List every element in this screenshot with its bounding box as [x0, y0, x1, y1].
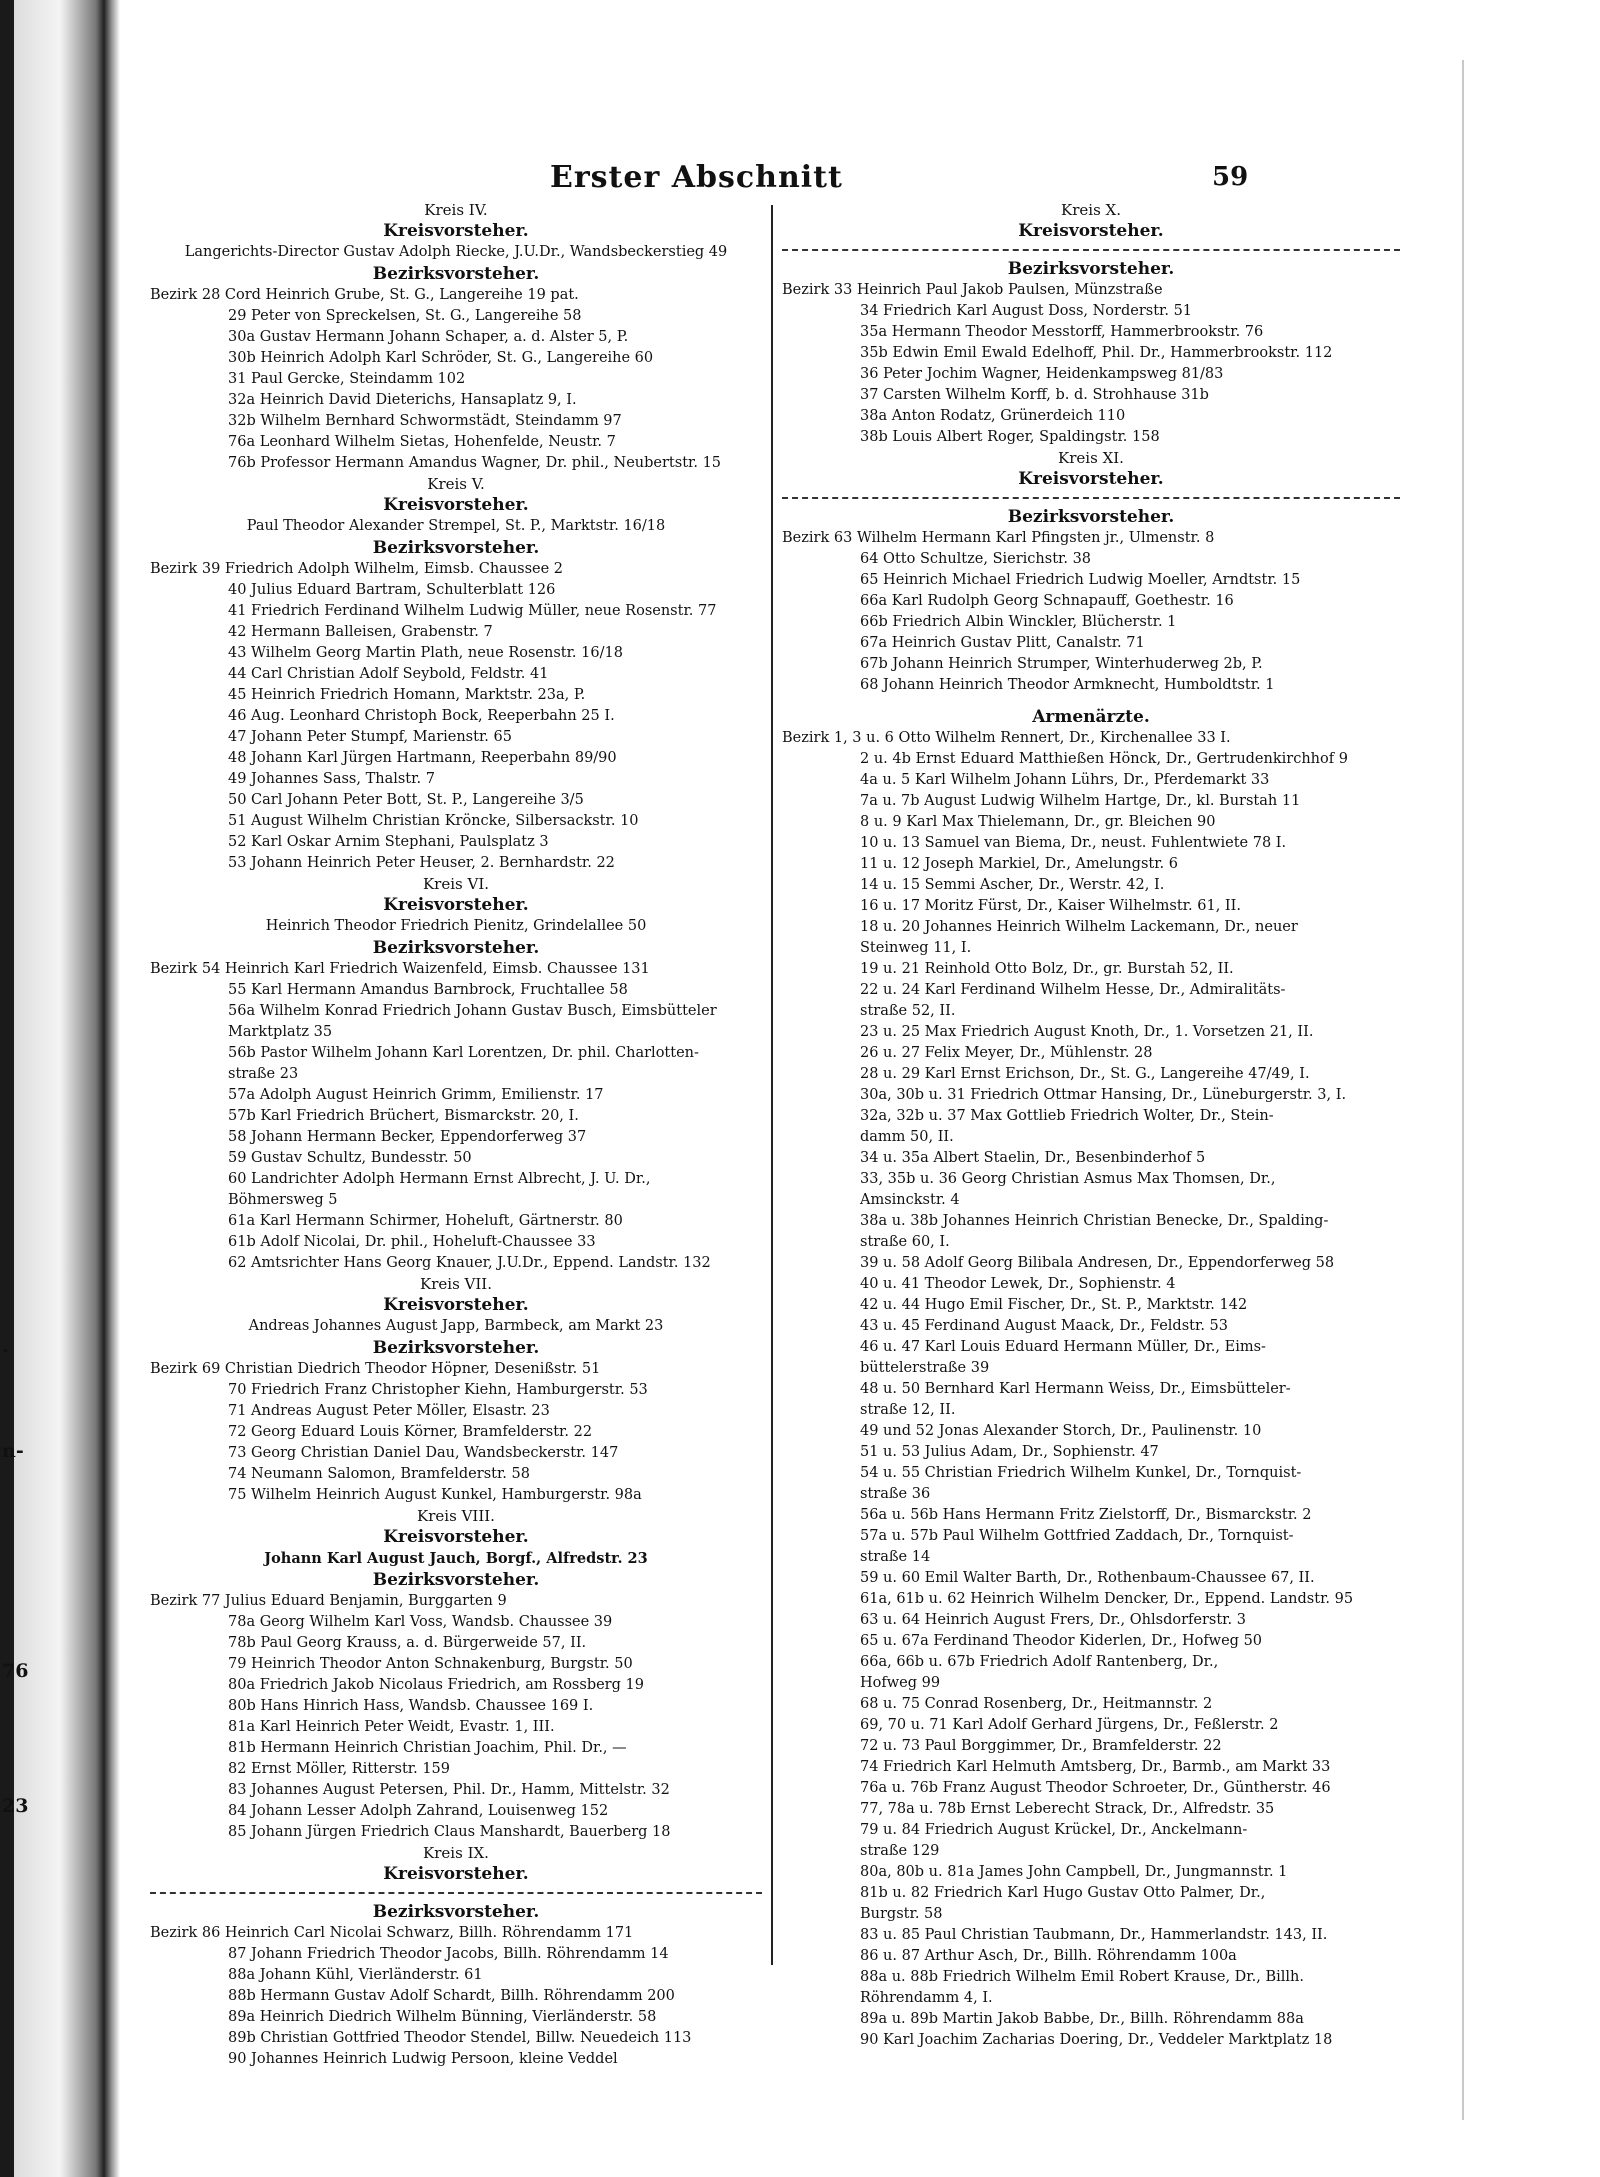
entry-line: 74 Neumann Salomon, Bramfelderstr. 58: [228, 1466, 530, 1482]
entry-line: 55 Karl Hermann Amandus Barnbrock, Fruchtallee 58: [228, 982, 628, 998]
entry-line: 66a Karl Rudolph Georg Schnapauff, Goethestr. 16: [860, 593, 1234, 609]
section-heading: Kreisvorsteher.: [383, 1527, 529, 1547]
entry-line: 7a u. 7b August Ludwig Wilhelm Hartge, Dr., kl. Burstah 11: [860, 793, 1301, 809]
entry-line: 60 Landrichter Adolph Hermann Ernst Albrecht, J. U. Dr.,: [228, 1171, 651, 1187]
entry-line: 76b Professor Hermann Amandus Wagner, Dr. phil., Neubertstr. 15: [228, 455, 722, 471]
entry-line: straße 14: [860, 1549, 931, 1565]
entry-line: 30a, 30b u. 31 Friedrich Ottmar Hansing, Dr., Lüneburgerstr. 3, I.: [860, 1087, 1347, 1103]
right-column: [782, 200, 1400, 2051]
entry-line: 59 u. 60 Emil Walter Barth, Dr., Rothenbaum-Chaussee 67, II.: [860, 1570, 1315, 1586]
entry-line: 26 u. 27 Felix Meyer, Dr., Mühlenstr. 28: [860, 1045, 1153, 1061]
entry-line: 8 u. 9 Karl Max Thielemann, Dr., gr. Bleichen 90: [860, 814, 1216, 830]
entry-line: 63 u. 64 Heinrich August Frers, Dr., Ohlsdorferstr. 3: [860, 1612, 1246, 1628]
entry-line: 80a Friedrich Jakob Nicolaus Friedrich, am Rossberg 19: [228, 1677, 644, 1693]
entry-line: 35b Edwin Emil Ewald Edelhoff, Phil. Dr., Hammerbrookstr. 112: [860, 345, 1333, 361]
entry-line: 61a, 61b u. 62 Heinrich Wilhelm Dencker, Dr., Eppend. Landstr. 95: [860, 1591, 1354, 1607]
entry-line: straße 129: [860, 1843, 940, 1859]
entry-line: 39 u. 58 Adolf Georg Bilibala Andresen, Dr., Eppendorferweg 58: [860, 1255, 1335, 1271]
district-chief-entry: Paul Theodor Alexander Strempel, St. P., Marktstr. 16/18: [246, 518, 666, 534]
entry-line: 70 Friedrich Franz Christopher Kiehn, Hamburgerstr. 53: [228, 1382, 648, 1398]
running-head: Erster Abschnitt: [550, 160, 843, 195]
entry-line: 48 Johann Karl Jürgen Hartmann, Reeperbahn 89/90: [228, 750, 617, 766]
entry-line: 46 Aug. Leonhard Christoph Bock, Reeperbahn 25 I.: [228, 708, 615, 724]
entry-line: 72 Georg Eduard Louis Körner, Bramfelderstr. 22: [228, 1424, 593, 1440]
entry-line: 82 Ernst Möller, Ritterstr. 159: [228, 1761, 451, 1777]
district-heading: Kreis IV.: [424, 201, 488, 219]
entry-line: 88b Hermann Gustav Adolf Schardt, Billh. Röhrendamm 200: [228, 1988, 675, 2004]
section-heading: Kreisvorsteher.: [1018, 221, 1164, 241]
entry-line: 68 Johann Heinrich Theodor Armknecht, Humboldtstr. 1: [860, 677, 1275, 693]
entry-line: 89a u. 89b Martin Jakob Babbe, Dr., Billh. Röhrendamm 88a: [860, 2011, 1304, 2027]
entry-line: 38a Anton Rodatz, Grünerdeich 110: [860, 408, 1126, 424]
entry-line: 43 Wilhelm Georg Martin Plath, neue Rosenstr. 16/18: [228, 645, 623, 661]
entry-line: Marktplatz 35: [228, 1024, 333, 1040]
section-heading: Kreisvorsteher.: [383, 495, 529, 515]
entry-line-first: Bezirk 1, 3 u. 6 Otto Wilhelm Rennert, Dr., Kirchenallee 33 I.: [782, 730, 1231, 746]
entry-line-first: Bezirk 77 Julius Eduard Benjamin, Burggarten 9: [150, 1593, 507, 1609]
entry-line: Hofweg 99: [860, 1675, 941, 1691]
entry-line: Böhmersweg 5: [228, 1192, 338, 1208]
entry-line: 52 Karl Oskar Arnim Stephani, Paulsplatz 3: [228, 834, 549, 850]
section-heading: Kreisvorsteher.: [1018, 469, 1164, 489]
entry-line: 80b Hans Hinrich Hass, Wandsb. Chaussee 169 I.: [228, 1698, 594, 1714]
entry-line: 65 Heinrich Michael Friedrich Ludwig Moeller, Arndtstr. 15: [860, 572, 1301, 588]
left-page-fragments: [0, 0, 29, 2177]
entry-line: 54 u. 55 Christian Friedrich Wilhelm Kunkel, Dr., Tornquist-: [860, 1465, 1302, 1481]
entry-line: 66b Friedrich Albin Winckler, Blücherstr. 1: [860, 614, 1177, 630]
entry-line: 83 Johannes August Petersen, Phil. Dr., Hamm, Mittelstr. 32: [228, 1782, 670, 1798]
section-heading: Bezirksvorsteher.: [372, 1338, 540, 1358]
entry-line: 42 u. 44 Hugo Emil Fischer, Dr., St. P., Marktstr. 142: [860, 1297, 1248, 1313]
entry-line: 68 u. 75 Conrad Rosenberg, Dr., Heitmannstr. 2: [860, 1696, 1213, 1712]
entry-line: 81b u. 82 Friedrich Karl Hugo Gustav Otto Palmer, Dr.,: [860, 1885, 1266, 1901]
entry-line: 19 u. 21 Reinhold Otto Bolz, Dr., gr. Burstah 52, II.: [860, 961, 1234, 977]
entry-line: 56a u. 56b Hans Hermann Fritz Zielstorff, Dr., Bismarckstr. 2: [860, 1507, 1312, 1523]
entry-line: 61b Adolf Nicolai, Dr. phil., Hoheluft-Chaussee 33: [228, 1234, 596, 1250]
entry-line: 4a u. 5 Karl Wilhelm Johann Lührs, Dr., Pferdemarkt 33: [860, 772, 1270, 788]
entry-line: 40 u. 41 Theodor Lewek, Dr., Sophienstr. 4: [860, 1276, 1176, 1292]
entry-line: 57a u. 57b Paul Wilhelm Gottfried Zaddach, Dr., Tornquist-: [860, 1528, 1294, 1544]
page-number: 59: [1212, 162, 1249, 192]
entry-line: 80a, 80b u. 81a James John Campbell, Dr., Jungmannstr. 1: [860, 1864, 1288, 1880]
entry-line: 64 Otto Schultze, Sierichstr. 38: [860, 551, 1092, 567]
section-heading: Bezirksvorsteher.: [372, 1570, 540, 1590]
entry-line: 28 u. 29 Karl Ernst Erichson, Dr., St. G., Langereihe 47/49, I.: [860, 1066, 1310, 1082]
district-heading: Kreis VII.: [420, 1275, 492, 1293]
entry-line: 44 Carl Christian Adolf Seybold, Feldstr. 41: [228, 666, 549, 682]
section-heading: Bezirksvorsteher.: [372, 538, 540, 558]
entry-line: 81a Karl Heinrich Peter Weidt, Evastr. 1, III.: [228, 1719, 555, 1735]
entry-line-first: Bezirk 33 Heinrich Paul Jakob Paulsen, Münzstraße: [782, 282, 1163, 298]
section-heading: Kreisvorsteher.: [383, 1295, 529, 1315]
entry-line: 78b Paul Georg Krauss, a. d. Bürgerweide 57, II.: [228, 1635, 587, 1651]
entry-line: 90 Johannes Heinrich Ludwig Persoon, kleine Veddel: [228, 2051, 618, 2067]
entry-line: 49 Johannes Sass, Thalstr. 7: [228, 771, 435, 787]
entry-line: 33, 35b u. 36 Georg Christian Asmus Max Thomsen, Dr.,: [860, 1171, 1276, 1187]
section-heading: Bezirksvorsteher.: [1007, 507, 1175, 527]
dashed-rule: [782, 497, 1400, 499]
entry-line: damm 50, II.: [860, 1129, 954, 1145]
entry-line: 22 u. 24 Karl Ferdinand Wilhelm Hesse, Dr., Admiralitäts-: [860, 982, 1286, 998]
entry-line: 29 Peter von Spreckelsen, St. G., Langereihe 58: [228, 308, 582, 324]
entry-line: 23 u. 25 Max Friedrich August Knoth, Dr., 1. Vorsetzen 21, II.: [860, 1024, 1314, 1040]
entry-line-first: Bezirk 39 Friedrich Adolph Wilhelm, Eimsb. Chaussee 2: [150, 561, 564, 577]
entry-line: 56a Wilhelm Konrad Friedrich Johann Gustav Busch, Eimsbütteler: [228, 1003, 717, 1019]
dashed-rule: [150, 1892, 762, 1894]
entry-line: 14 u. 15 Semmi Ascher, Dr., Werstr. 42, I.: [860, 877, 1165, 893]
entry-line: Röhrendamm 4, I.: [860, 1990, 993, 2006]
page-edge-line: [1462, 60, 1464, 2120]
entry-line: 45 Heinrich Friedrich Homann, Marktstr. 23a, P.: [228, 687, 586, 703]
entry-line: 67a Heinrich Gustav Plitt, Canalstr. 71: [860, 635, 1145, 651]
margin-fragment: 76: [2, 1660, 29, 1682]
section-heading: Kreisvorsteher.: [383, 895, 529, 915]
entry-line: 50 Carl Johann Peter Bott, St. P., Langereihe 3/5: [228, 792, 584, 808]
district-heading: Kreis IX.: [423, 1844, 489, 1862]
district-heading: Kreis VIII.: [417, 1507, 495, 1525]
entry-line: 49 und 52 Jonas Alexander Storch, Dr., Paulinenstr. 10: [860, 1423, 1262, 1439]
entry-line: 88a Johann Kühl, Vierländerstr. 61: [228, 1967, 483, 1983]
district-chief-entry: Heinrich Theodor Friedrich Pienitz, Grindelallee 50: [265, 918, 647, 934]
entry-line: 37 Carsten Wilhelm Korff, b. d. Strohhause 31b: [860, 387, 1209, 403]
entry-line: 76a Leonhard Wilhelm Sietas, Hohenfelde, Neustr. 7: [228, 434, 616, 450]
entry-line: 62 Amtsrichter Hans Georg Knauer, J.U.Dr., Eppend. Landstr. 132: [228, 1255, 711, 1271]
entry-line: 32b Wilhelm Bernhard Schwormstädt, Steindamm 97: [228, 413, 622, 429]
entry-line: 71 Andreas August Peter Möller, Elsastr. 23: [228, 1403, 550, 1419]
entry-line: 32a Heinrich David Dieterichs, Hansaplatz 9, I.: [228, 392, 577, 408]
section-heading: Bezirksvorsteher.: [1007, 259, 1175, 279]
dashed-rule: [782, 249, 1400, 251]
section-heading: Bezirksvorsteher.: [372, 1902, 540, 1922]
entry-line: 87 Johann Friedrich Theodor Jacobs, Billh. Röhrendamm 14: [228, 1946, 669, 1962]
entry-line: 48 u. 50 Bernhard Karl Hermann Weiss, Dr., Eimsbütteler-: [860, 1381, 1291, 1397]
margin-fragment: .: [2, 1335, 9, 1357]
entry-line: 86 u. 87 Arthur Asch, Dr., Billh. Röhrendamm 100a: [860, 1948, 1237, 1964]
district-heading: Kreis VI.: [422, 875, 490, 893]
entry-line: 51 u. 53 Julius Adam, Dr., Sophienstr. 47: [860, 1444, 1159, 1460]
district-chief-entry: Andreas Johannes August Japp, Barmbeck, am Markt 23: [248, 1318, 664, 1334]
entry-line: straße 23: [228, 1066, 299, 1082]
entry-line: 73 Georg Christian Daniel Dau, Wandsbeckerstr. 147: [228, 1445, 619, 1461]
entry-line: 77, 78a u. 78b Ernst Leberecht Strack, Dr., Alfredstr. 35: [860, 1801, 1275, 1817]
entry-line: 58 Johann Hermann Becker, Eppendorferweg 37: [228, 1129, 587, 1145]
entry-line: straße 60, I.: [860, 1234, 950, 1250]
entry-line: 18 u. 20 Johannes Heinrich Wilhelm Lackemann, Dr., neuer: [860, 919, 1298, 935]
entry-line: 89b Christian Gottfried Theodor Stendel, Billw. Neuedeich 113: [228, 2030, 692, 2046]
entry-line: 30a Gustav Hermann Johann Schaper, a. d. Alster 5, P.: [228, 329, 629, 345]
entry-line: Steinweg 11, I.: [860, 940, 972, 956]
entry-line: 43 u. 45 Ferdinand August Maack, Dr., Feldstr. 53: [860, 1318, 1228, 1334]
entry-line: 56b Pastor Wilhelm Johann Karl Lorentzen, Dr. phil. Charlotten-: [228, 1045, 699, 1061]
entry-line: 53 Johann Heinrich Peter Heuser, 2. Bernhardstr. 22: [228, 855, 615, 871]
entry-line: 76a u. 76b Franz August Theodor Schroeter, Dr., Güntherstr. 46: [860, 1780, 1331, 1796]
spacer: [782, 696, 1400, 706]
entry-line: 41 Friedrich Ferdinand Wilhelm Ludwig Müller, neue Rosenstr. 77: [228, 603, 717, 619]
entry-line-first: Bezirk 28 Cord Heinrich Grube, St. G., Langereihe 19 pat.: [150, 287, 579, 303]
entry-line: 59 Gustav Schultz, Bundesstr. 50: [228, 1150, 472, 1166]
entry-line: 42 Hermann Balleisen, Grabenstr. 7: [228, 624, 493, 640]
entry-line: 11 u. 12 Joseph Markiel, Dr., Amelungstr. 6: [860, 856, 1178, 872]
margin-fragment: n-: [2, 1440, 24, 1462]
entry-line-first: Bezirk 86 Heinrich Carl Nicolai Schwarz, Billh. Röhrendamm 171: [150, 1925, 634, 1941]
entry-line-first: Bezirk 54 Heinrich Karl Friedrich Waizenfeld, Eimsb. Chaussee 131: [150, 961, 650, 977]
entry-line: 30b Heinrich Adolph Karl Schröder, St. G., Langereihe 60: [228, 350, 654, 366]
left-column: [150, 200, 762, 2070]
entry-line: 57b Karl Friedrich Brüchert, Bismarckstr. 20, I.: [228, 1108, 579, 1124]
entry-line: 81b Hermann Heinrich Christian Joachim, Phil. Dr., —: [228, 1740, 627, 1756]
entry-line: 66a, 66b u. 67b Friedrich Adolf Rantenberg, Dr.,: [860, 1654, 1219, 1670]
entry-line: straße 52, II.: [860, 1003, 956, 1019]
entry-line: 83 u. 85 Paul Christian Taubmann, Dr., Hammerlandstr. 143, II.: [860, 1927, 1328, 1943]
margin-fragment: 23: [2, 1795, 29, 1817]
entry-line: 46 u. 47 Karl Louis Eduard Hermann Müller, Dr., Eims-: [860, 1339, 1266, 1355]
section-heading: Bezirksvorsteher.: [372, 264, 540, 284]
district-heading: Kreis XI.: [1058, 449, 1124, 467]
district-chief-entry: Langerichts-Director Gustav Adolph Riecke, J.U.Dr., Wandsbeckerstieg 49: [184, 244, 728, 260]
entry-line: Burgstr. 58: [860, 1906, 943, 1922]
entry-line: 47 Johann Peter Stumpf, Marienstr. 65: [228, 729, 512, 745]
entry-line: 38a u. 38b Johannes Heinrich Christian Benecke, Dr., Spalding-: [860, 1213, 1329, 1229]
entry-line: Amsinckstr. 4: [860, 1192, 960, 1208]
entry-line: 2 u. 4b Ernst Eduard Matthießen Hönck, Dr., Gertrudenkirchhof 9: [860, 751, 1348, 767]
district-heading: Kreis X.: [1061, 201, 1121, 219]
entry-line: 89a Heinrich Diedrich Wilhelm Bünning, Vierländerstr. 58: [228, 2009, 657, 2025]
entry-line: 38b Louis Albert Roger, Spaldingstr. 158: [860, 429, 1160, 445]
entry-line: 57a Adolph August Heinrich Grimm, Emilienstr. 17: [228, 1087, 604, 1103]
entry-line: 79 u. 84 Friedrich August Krückel, Dr., Anckelmann-: [860, 1822, 1248, 1838]
district-chief-entry: Johann Karl August Jauch, Borgf., Alfredstr. 23: [264, 1550, 648, 1567]
column-divider: [771, 205, 773, 1965]
entry-line: 34 Friedrich Karl August Doss, Norderstr. 51: [860, 303, 1193, 319]
entry-line-first: Bezirk 63 Wilhelm Hermann Karl Pfingsten jr., Ulmenstr. 8: [782, 530, 1215, 546]
entry-line: 90 Karl Joachim Zacharias Doering, Dr., Veddeler Marktplatz 18: [860, 2032, 1333, 2048]
entry-line: 35a Hermann Theodor Messtorff, Hammerbrookstr. 76: [860, 324, 1264, 340]
entry-line: 40 Julius Eduard Bartram, Schulterblatt 126: [228, 582, 556, 598]
entry-line: 78a Georg Wilhelm Karl Voss, Wandsb. Chaussee 39: [228, 1614, 613, 1630]
section-heading: Bezirksvorsteher.: [372, 938, 540, 958]
entry-line: 75 Wilhelm Heinrich August Kunkel, Hamburgerstr. 98a: [228, 1487, 642, 1503]
entry-line: 10 u. 13 Samuel van Biema, Dr., neust. Fuhlentwiete 78 I.: [860, 835, 1287, 851]
entry-line: 85 Johann Jürgen Friedrich Claus Manshardt, Bauerberg 18: [228, 1824, 671, 1840]
entry-line: 65 u. 67a Ferdinand Theodor Kiderlen, Dr., Hofweg 50: [860, 1633, 1263, 1649]
entry-line: 36 Peter Jochim Wagner, Heidenkampsweg 81/83: [860, 366, 1224, 382]
section-heading: Kreisvorsteher.: [383, 221, 529, 241]
entry-line: 79 Heinrich Theodor Anton Schnakenburg, Burgstr. 50: [228, 1656, 633, 1672]
entry-line: straße 12, II.: [860, 1402, 956, 1418]
entry-line: 34 u. 35a Albert Staelin, Dr., Besenbinderhof 5: [860, 1150, 1206, 1166]
entry-line: straße 36: [860, 1486, 931, 1502]
entry-line: büttelerstraße 39: [860, 1360, 990, 1376]
entry-line: 84 Johann Lesser Adolph Zahrand, Louisenweg 152: [228, 1803, 609, 1819]
entry-line: 32a, 32b u. 37 Max Gottlieb Friedrich Wolter, Dr., Stein-: [860, 1108, 1274, 1124]
entry-line: 67b Johann Heinrich Strumper, Winterhuderweg 2b, P.: [860, 656, 1263, 672]
entry-line: 61a Karl Hermann Schirmer, Hoheluft, Gärtnerstr. 80: [228, 1213, 623, 1229]
entry-line: 16 u. 17 Moritz Fürst, Dr., Kaiser Wilhelmstr. 61, II.: [860, 898, 1241, 914]
entry-line-first: Bezirk 69 Christian Diedrich Theodor Höpner, Desenißstr. 51: [150, 1361, 601, 1377]
entry-line: 69, 70 u. 71 Karl Adolf Gerhard Jürgens, Dr., Feßlerstr. 2: [860, 1717, 1279, 1733]
section-heading: Kreisvorsteher.: [383, 1864, 529, 1884]
entry-line: 31 Paul Gercke, Steindamm 102: [228, 371, 466, 387]
section-heading: Armenärzte.: [1032, 707, 1150, 727]
entry-line: 72 u. 73 Paul Borggimmer, Dr., Bramfelderstr. 22: [860, 1738, 1222, 1754]
entry-line: 74 Friedrich Karl Helmuth Amtsberg, Dr., Barmb., am Markt 33: [860, 1759, 1331, 1775]
entry-line: 88a u. 88b Friedrich Wilhelm Emil Robert Krause, Dr., Billh.: [860, 1969, 1304, 1985]
district-heading: Kreis V.: [427, 475, 485, 493]
entry-line: 51 August Wilhelm Christian Kröncke, Silbersackstr. 10: [228, 813, 639, 829]
